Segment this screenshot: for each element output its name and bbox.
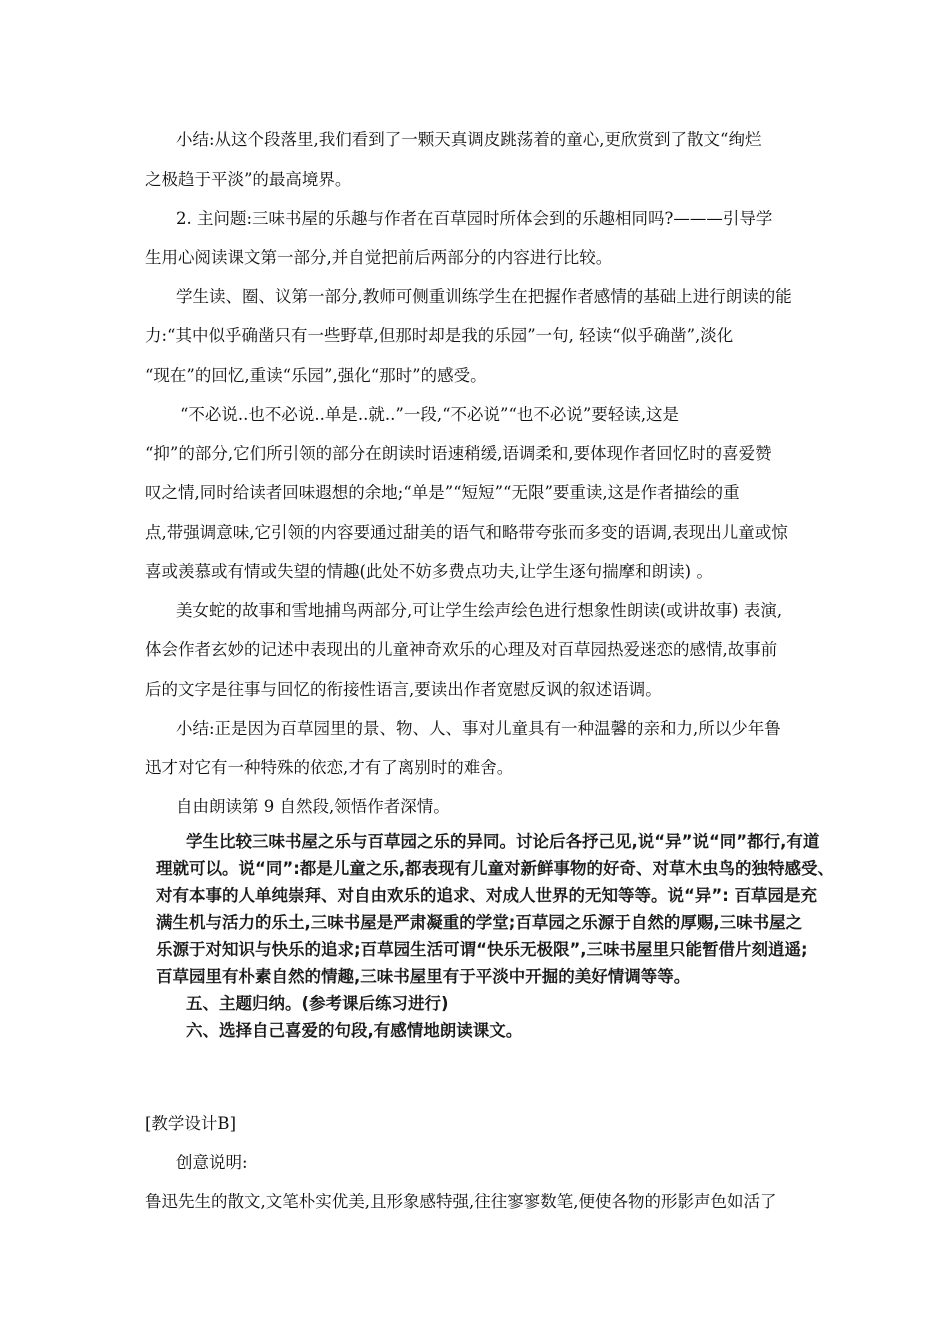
bold-text-line: 六、选择自己喜爱的句段,有感情地朗读课文。 bbox=[186, 1021, 523, 1040]
text-line: 体会作者玄妙的记述中表现出的儿童神奇欢乐的心理及对百草园热爱迷恋的感情,故事前 bbox=[145, 640, 778, 659]
bold-text-line: 乐源于对知识与快乐的追求;百草园生活可谓“快乐无极限”,三味书屋里只能暂借片刻逍遥; bbox=[156, 940, 808, 959]
section-heading: [教学设计B] bbox=[145, 1114, 236, 1133]
text-line: 美女蛇的故事和雪地捕鸟两部分,可让学生绘声绘色进行想象性朗读(或讲故事) 表演, bbox=[176, 601, 783, 620]
text-line: 鲁迅先生的散文,文笔朴实优美,且形象感特强,往往寥寥数笔,便使各物的形影声色如活了 bbox=[145, 1192, 777, 1211]
text-line: 创意说明: bbox=[176, 1153, 248, 1172]
bold-text-line: 满生机与活力的乐土,三味书屋是严肃凝重的学堂;百草园之乐源于自然的厚赐,三味书屋之 bbox=[156, 913, 803, 932]
text-line: 小结:正是因为百草园里的景、物、人、事对儿童具有一种温馨的亲和力,所以少年鲁 bbox=[176, 719, 781, 738]
text-line: 喜或羡慕或有情或失望的情趣(此处不妨多费点功夫,让学生逐句揣摩和朗读) 。 bbox=[145, 562, 713, 581]
bold-text-line: 对有本事的人单纯崇拜、对自由欢乐的追求、对成人世界的无知等等。说“异”: 百草园是充 bbox=[156, 886, 818, 905]
bold-text-line: 学生比较三味书屋之乐与百草园之乐的异同。讨论后各抒己见,说“异”说“同”都行,有道 bbox=[186, 832, 820, 851]
text-line: “抑”的部分,它们所引领的部分在朗读时语速稍缓,语调柔和,要体现作者回忆时的喜爱赞 bbox=[145, 444, 772, 463]
text-line: 学生读、圈、议第一部分,教师可侧重训练学生在把握作者感情的基础上进行朗读的能 bbox=[176, 287, 792, 306]
text-line: 自由朗读第 9 自然段,领悟作者深情。 bbox=[176, 797, 450, 816]
text-line: 生用心阅读课文第一部分,并自觉把前后两部分的内容进行比较。 bbox=[145, 248, 613, 267]
text-line: 叹之情,同时给读者回味遐想的余地;“单是”“短短”“无限”要重读,这是作者描绘的重 bbox=[145, 483, 740, 502]
text-line: 后的文字是往事与回忆的衔接性语言,要读出作者宽慰反讽的叙述语调。 bbox=[145, 680, 662, 699]
bold-text-line: 五、主题归纳。(参考课后练习进行) bbox=[186, 994, 449, 1013]
bold-text-line: 百草园里有朴素自然的情趣,三味书屋里有于平淡中开掘的美好情调等等。 bbox=[156, 967, 691, 986]
text-line: “不必说..也不必说..单是..就..”一段,“不必说”“也不必说”要轻读,这是 bbox=[180, 405, 680, 424]
text-line: 力:“其中似乎确凿只有一些野草,但那时却是我的乐园”一句, 轻读“似乎确凿”,淡化 bbox=[145, 326, 734, 345]
text-line: 2. 主问题:三味书屋的乐趣与作者在百草园时所体会到的乐趣相同吗?———引导学 bbox=[176, 209, 773, 228]
bold-text-line: 理就可以。说“同”:都是儿童之乐,都表现有儿童对新鲜事物的好奇、对草木虫鸟的独特感受、 bbox=[156, 859, 835, 878]
text-line: 点,带强调意味,它引领的内容要通过甜美的语气和略带夸张而多变的语调,表现出儿童或惊 bbox=[145, 523, 788, 542]
text-line: “现在”的回忆,重读“乐园”,强化“那时”的感受。 bbox=[145, 366, 487, 385]
text-line: 之极趋于平淡”的最高境界。 bbox=[145, 170, 352, 189]
text-line: 小结:从这个段落里,我们看到了一颗天真调皮跳荡着的童心,更欣赏到了散文“绚烂 bbox=[176, 130, 762, 149]
text-line: 迅才对它有一种特殊的依恋,才有了离别时的难舍。 bbox=[145, 758, 514, 777]
